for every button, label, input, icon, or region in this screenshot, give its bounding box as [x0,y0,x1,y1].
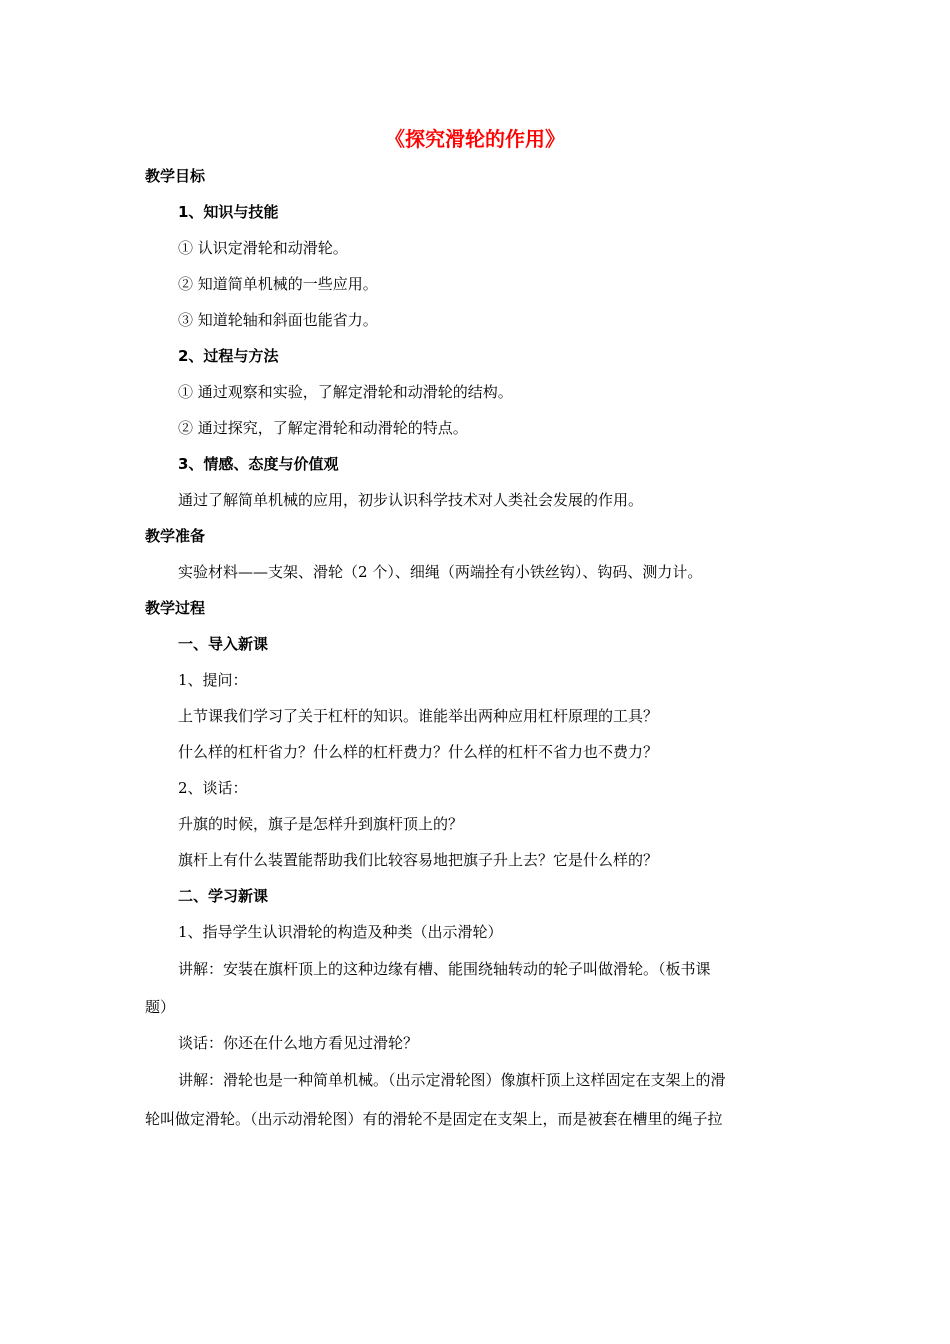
part2-line: 轮叫做定滑轮。（出示动滑轮图）有的滑轮不是固定在支架上，而是被套在槽里的绳子拉 [145,1110,723,1128]
part1-line: 上节课我们学习了关于杠杆的知识。谁能举出两种应用杠杆原理的工具？ [178,707,659,725]
part2-line: 讲解：安装在旗杆顶上的这种边缘有槽、能围绕轴转动的轮子叫做滑轮。（板书课 [178,960,711,978]
goal1-item: ② 知道简单机械的一些应用。 [178,275,378,293]
part1-line: 什么样的杠杆省力？什么样的杠杆费力？什么样的杠杆不省力也不费力？ [178,743,659,761]
part1-line: 2、谈话： [178,779,248,797]
goal3-heading: 3、情感、态度与价值观 [178,455,339,473]
goal1-heading: 1、知识与技能 [178,203,279,221]
goal2-item: ① 通过观察和实验，了解定滑轮和动滑轮的结构。 [178,383,513,401]
part2-line: 1、指导学生认识滑轮的构造及种类（出示滑轮） [178,923,503,941]
process-heading: 教学过程 [145,599,206,617]
goal1-item: ① 认识定滑轮和动滑轮。 [178,239,348,257]
part2-heading: 二、学习新课 [178,887,269,905]
goals-heading: 教学目标 [145,167,206,185]
goal1-item: ③ 知道轮轴和斜面也能省力。 [178,311,378,329]
goal3-text: 通过了解简单机械的应用，初步认识科学技术对人类社会发展的作用。 [178,491,644,509]
part1-line: 升旗的时候，旗子是怎样升到旗杆顶上的？ [178,815,464,833]
part2-line: 讲解：滑轮也是一种简单机械。（出示定滑轮图）像旗杆顶上这样固定在支架上的滑 [178,1071,726,1089]
part1-line: 1、提问： [178,671,248,689]
prep-heading: 教学准备 [145,527,206,545]
part1-heading: 一、导入新课 [178,635,269,653]
part2-line: 谈话：你还在什么地方看见过滑轮？ [178,1034,419,1052]
document-title: 《探究滑轮的作用》 [385,127,565,151]
part2-line: 题） [145,998,176,1016]
goal2-heading: 2、过程与方法 [178,347,279,365]
prep-text: 实验材料——支架、滑轮（2 个）、细绳（两端拴有小铁丝钩）、钩码、测力计。 [178,563,703,581]
part1-line: 旗杆上有什么装置能帮助我们比较容易地把旗子升上去？它是什么样的？ [178,851,659,869]
goal2-item: ② 通过探究，了解定滑轮和动滑轮的特点。 [178,419,468,437]
